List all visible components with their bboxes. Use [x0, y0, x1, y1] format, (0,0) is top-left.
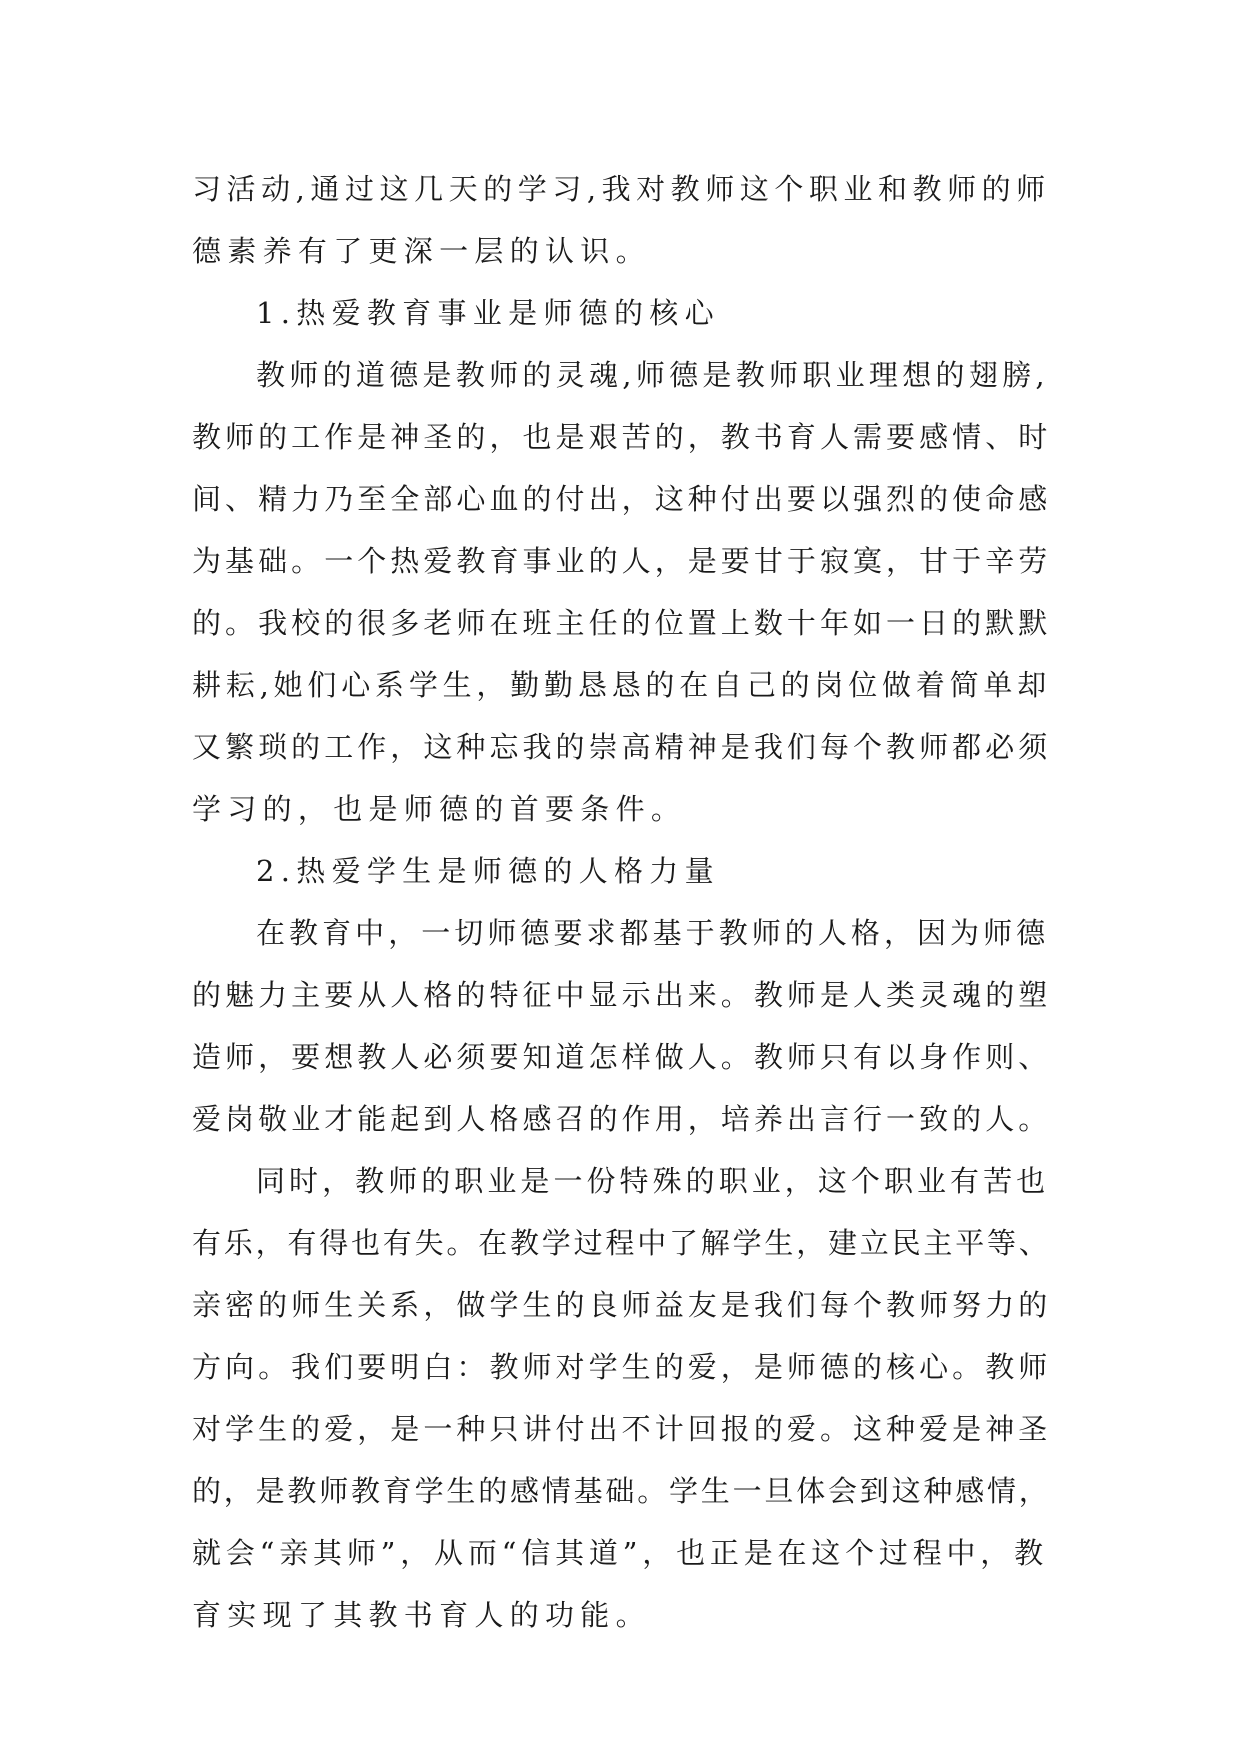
- text-line: 亲密的师生关系，做学生的良师益友是我们每个教师努力的: [192, 1288, 1052, 1322]
- text-line: 又繁琐的工作，这种忘我的崇高精神是我们每个教师都必须: [192, 730, 1052, 764]
- section-heading-2: 2.热爱学生是师德的人格力量: [256, 854, 720, 888]
- text-line: 爱岗敬业才能起到人格感召的作用，培养出言行一致的人。: [192, 1102, 1052, 1136]
- text-line: 的，是教师教育学生的感情基础。学生一旦体会到这种感情，: [192, 1474, 1051, 1508]
- text-line: 造师，要想教人必须要知道怎样做人。教师只有以身作则、: [192, 1040, 1052, 1074]
- text-line: 对学生的爱，是一种只讲付出不计回报的爱。这种爱是神圣: [192, 1412, 1052, 1446]
- text-line: 有乐，有得也有失。在教学过程中了解学生，建立民主平等、: [192, 1226, 1051, 1260]
- text-line: 在教育中，一切师德要求都基于教师的人格，因为师德: [256, 916, 1050, 950]
- document-body: [192, 158, 1052, 1646]
- text-line: 为基础。一个热爱教育事业的人，是要甘于寂寞，甘于辛劳: [192, 544, 1052, 578]
- text-line: 德素养有了更深一层的认识。: [192, 234, 651, 268]
- text-line: 的魅力主要从人格的特征中显示出来。教师是人类灵魂的塑: [192, 978, 1052, 1012]
- text-line: 学习的，也是师德的首要条件。: [192, 792, 687, 826]
- text-line: 耕耘,她们心系学生，勤勤恳恳的在自己的岗位做着简单却: [192, 668, 1052, 702]
- text-line: 的。我校的很多老师在班主任的位置上数十年如一日的默默: [192, 606, 1052, 640]
- text-line: 就会“亲其师”，从而“信其道”，也正是在这个过程中，教: [192, 1536, 1048, 1570]
- text-line: 同时，教师的职业是一份特殊的职业，这个职业有苦也: [256, 1164, 1050, 1198]
- text-line: 习活动,通过这几天的学习,我对教师这个职业和教师的师: [192, 172, 1051, 206]
- text-line: 方向。我们要明白：教师对学生的爱，是师德的核心。教师: [192, 1350, 1052, 1384]
- text-line: 间、精力乃至全部心血的付出，这种付出要以强烈的使命感: [192, 482, 1052, 516]
- text-line: 教师的道德是教师的灵魂,师德是教师职业理想的翅膀,: [256, 358, 1049, 392]
- section-heading-1: 1.热爱教育事业是师德的核心: [256, 296, 720, 330]
- text-line: 教师的工作是神圣的，也是艰苦的，教书育人需要感情、时: [192, 420, 1052, 454]
- text-line: 育实现了其教书育人的功能。: [192, 1598, 651, 1632]
